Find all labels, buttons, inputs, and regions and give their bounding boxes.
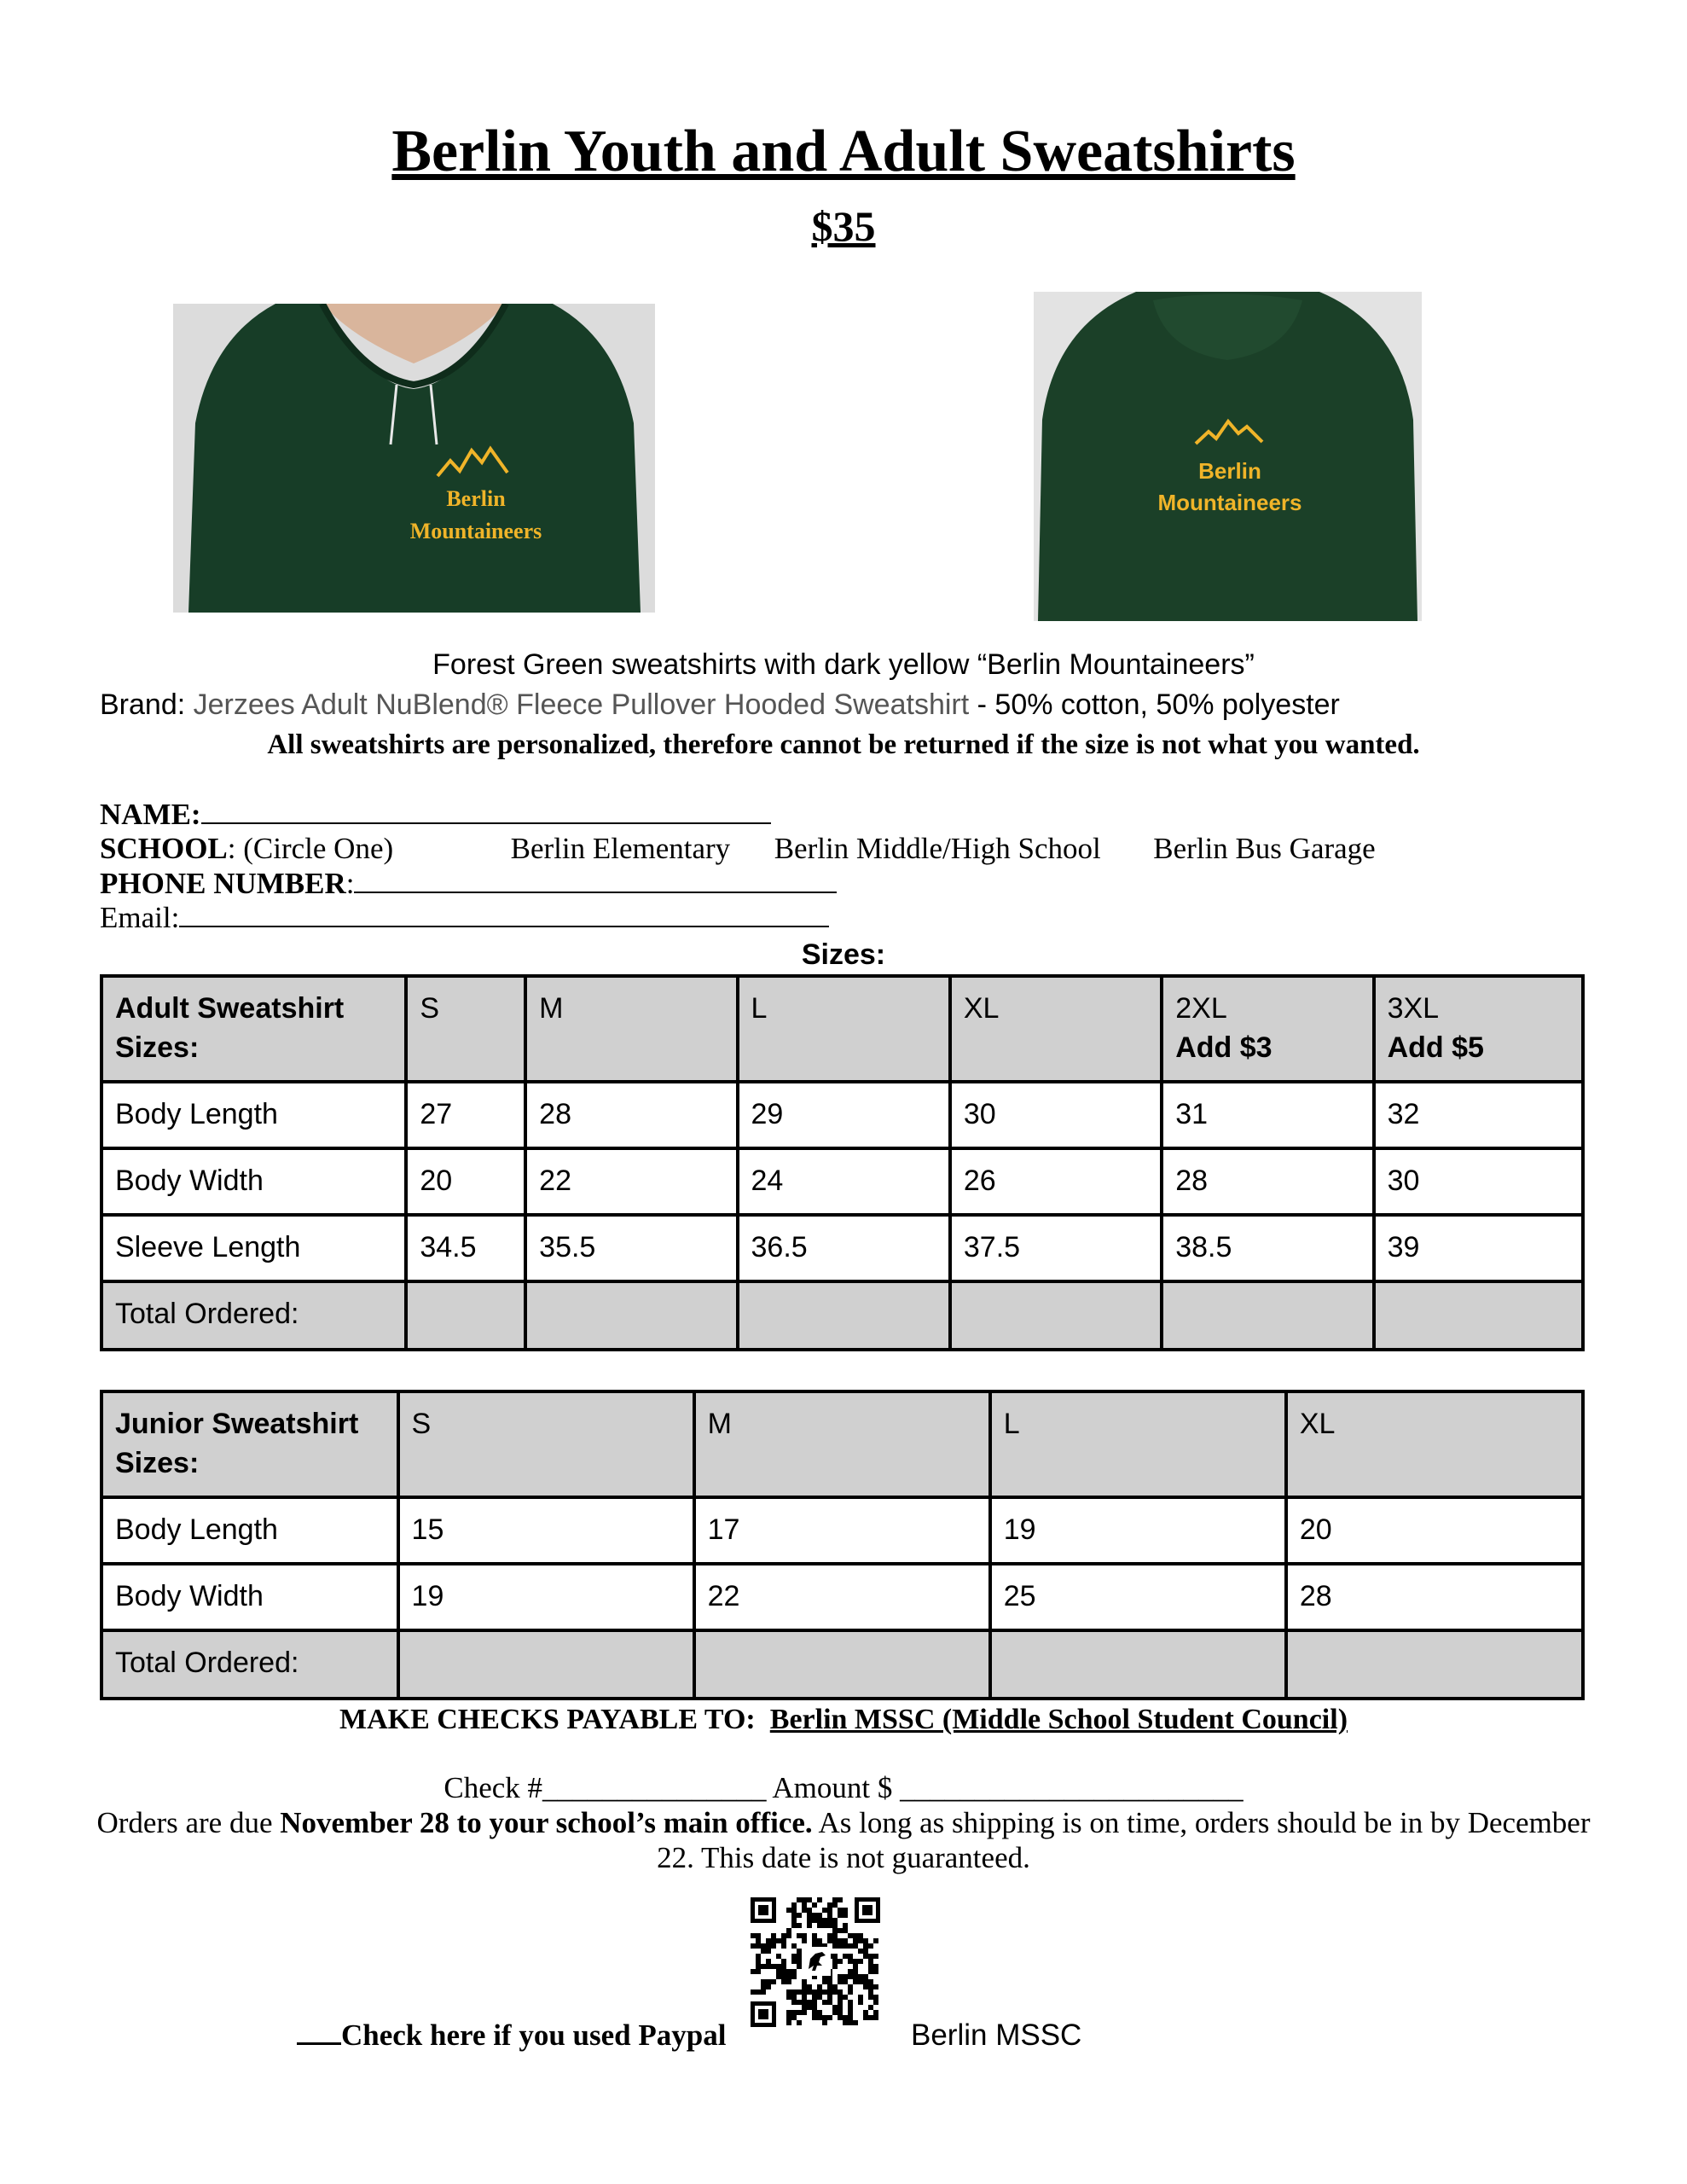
table-cell: 35.5 [525, 1215, 737, 1281]
school-label: SCHOOL [100, 832, 228, 865]
email-field-row [100, 900, 829, 935]
adult-size-table [100, 974, 1585, 1351]
phone-field[interactable] [354, 866, 837, 893]
paypal-checkbox-row[interactable] [297, 2018, 726, 2053]
size-surcharge: Add $3 [1175, 1031, 1272, 1064]
paypal-label: Check here if you used Paypal [341, 2018, 727, 2052]
row-label: Sleeve Length [101, 1215, 406, 1281]
size-header-m [525, 976, 737, 1082]
total-ordered-input-m[interactable] [694, 1630, 990, 1699]
size-header-xl [950, 976, 1162, 1082]
order-deadline-text [78, 1805, 1609, 1876]
sweatshirt-front-photo [173, 304, 655, 613]
row-label: Body Length [101, 1082, 406, 1148]
row-label: Body Width [101, 1148, 406, 1215]
total-ordered-row [101, 1630, 1583, 1699]
table-cell: 19 [398, 1564, 694, 1630]
paypal-account-name: Berlin MSSC [911, 2018, 1082, 2052]
table-row [101, 1215, 1583, 1281]
check-number-field[interactable]: _______________ [542, 1771, 767, 1804]
paypal-qr-code[interactable] [747, 1894, 884, 2030]
amount-label: Amount $ [772, 1771, 893, 1804]
size-label: S [420, 992, 440, 1025]
total-ordered-input-xl[interactable] [950, 1281, 1162, 1350]
price: $35 [811, 202, 876, 250]
total-ordered-input-s[interactable] [398, 1630, 694, 1699]
total-ordered-input-s[interactable] [406, 1281, 525, 1350]
size-header-l [738, 976, 950, 1082]
table-row [101, 1564, 1583, 1630]
size-header-s [406, 976, 525, 1082]
size-label: 2XL [1175, 992, 1227, 1025]
size-header-s: S [398, 1391, 694, 1497]
row-label: Body Length [101, 1497, 398, 1564]
table-cell: 30 [950, 1082, 1162, 1148]
return-policy-notice: All sweatshirts are personalized, therefore cannot be returned if the size is not what you wanted. [267, 729, 1420, 760]
sweatshirt-back-photo [1034, 292, 1422, 621]
amount-field[interactable]: _______________________ [900, 1771, 1244, 1804]
email-field[interactable] [179, 900, 829, 927]
check-label: Check # [443, 1771, 543, 1804]
email-label: Email: [100, 901, 180, 934]
size-label: L [751, 992, 768, 1025]
table-cell: 38.5 [1162, 1215, 1373, 1281]
table-cell: 39 [1374, 1215, 1583, 1281]
phone-field-row [100, 866, 837, 901]
total-ordered-input-l[interactable] [738, 1281, 950, 1350]
size-header-m: M [694, 1391, 990, 1497]
size-header-3xl [1374, 976, 1583, 1082]
check-amount-line [0, 1771, 1687, 1805]
payable-label: MAKE CHECKS PAYABLE TO: [339, 1704, 756, 1735]
table-cell: 31 [1162, 1082, 1373, 1148]
table-row [101, 1148, 1583, 1215]
brand-details: - 50% cotton, 50% polyester [977, 688, 1340, 721]
table-cell: 36.5 [738, 1215, 950, 1281]
table-cell: 27 [406, 1082, 525, 1148]
total-ordered-label: Total Ordered: [101, 1281, 406, 1350]
table-row [101, 1497, 1583, 1564]
total-ordered-input-2xl[interactable] [1162, 1281, 1373, 1350]
row-label: Body Width [101, 1564, 398, 1630]
total-ordered-label: Total Ordered: [101, 1630, 398, 1699]
orders-suffix: As long as shipping is on time, orders should be in by December 22. This date is not guaranteed. [657, 1806, 1591, 1875]
size-surcharge: Add $5 [1387, 1031, 1484, 1064]
total-ordered-input-3xl[interactable] [1374, 1281, 1583, 1350]
table-cell: 15 [398, 1497, 694, 1564]
table-cell: 32 [1374, 1082, 1583, 1148]
size-label: XL [963, 992, 1000, 1025]
name-field[interactable] [201, 797, 771, 824]
size-header-xl: XL [1286, 1391, 1583, 1497]
total-ordered-row [101, 1281, 1583, 1350]
adult-header-line2: Sizes: [115, 1031, 200, 1064]
table-header-row [101, 976, 1583, 1082]
junior-header-line1: Junior Sweatshirt [115, 1408, 359, 1440]
size-header-l: L [990, 1391, 1286, 1497]
table-cell: 22 [694, 1564, 990, 1630]
payee-name: Berlin MSSC (Middle School Student Council) [769, 1704, 1348, 1735]
payable-line [0, 1704, 1687, 1736]
front-logo-line1: Berlin [446, 486, 506, 511]
page-title: Berlin Youth and Adult Sweatshirts [391, 119, 1296, 184]
school-option-middle-high[interactable]: Berlin Middle/High School [774, 832, 1101, 865]
table-cell: 34.5 [406, 1215, 525, 1281]
back-logo-line2: Mountaineers [1157, 490, 1302, 515]
table-cell: 26 [950, 1148, 1162, 1215]
name-label: NAME: [100, 798, 201, 831]
table-cell: 25 [990, 1564, 1286, 1630]
orders-deadline: November 28 to your school’s main office. [280, 1806, 813, 1839]
table-row [101, 1082, 1583, 1148]
table-cell: 28 [1162, 1148, 1373, 1215]
school-hint: : (Circle One) [227, 832, 394, 865]
school-option-bus-garage[interactable]: Berlin Bus Garage [1153, 832, 1376, 865]
total-ordered-input-m[interactable] [525, 1281, 737, 1350]
junior-header-line2: Sizes: [115, 1446, 200, 1479]
table-cell: 22 [525, 1148, 737, 1215]
table-cell: 37.5 [950, 1215, 1162, 1281]
phone-label: PHONE NUMBER [100, 867, 346, 900]
table-cell: 28 [1286, 1564, 1583, 1630]
school-option-elementary[interactable]: Berlin Elementary [510, 832, 731, 865]
school-field-row [100, 832, 1376, 866]
sizes-heading: Sizes: [801, 938, 886, 971]
size-label: 3XL [1387, 992, 1440, 1025]
paypal-check-blank[interactable] [297, 2018, 341, 2045]
table-cell: 30 [1374, 1148, 1583, 1215]
table-header-row [101, 1391, 1583, 1497]
phone-colon: : [345, 867, 355, 900]
name-field-row [100, 797, 771, 832]
total-ordered-input-xl[interactable] [1286, 1630, 1583, 1699]
table-cell: 19 [990, 1497, 1286, 1564]
junior-size-table [100, 1390, 1585, 1700]
product-description: Forest Green sweatshirts with dark yellow “Berlin Mountaineers” [432, 648, 1255, 681]
table-cell: 20 [406, 1148, 525, 1215]
table-cell: 28 [525, 1082, 737, 1148]
table-cell: 29 [738, 1082, 950, 1148]
back-logo-line1: Berlin [1198, 458, 1261, 484]
brand-label: Brand: [100, 688, 186, 721]
table-cell: 20 [1286, 1497, 1583, 1564]
orders-prefix: Orders are due [96, 1806, 281, 1839]
brand-line [100, 688, 1340, 722]
total-ordered-input-l[interactable] [990, 1630, 1286, 1699]
brand-name: Jerzees Adult NuBlend® Fleece Pullover Hooded Sweatshirt [193, 688, 970, 721]
table-cell: 17 [694, 1497, 990, 1564]
table-cell: 24 [738, 1148, 950, 1215]
adult-header-line1: Adult Sweatshirt [115, 992, 345, 1025]
junior-header-cell [101, 1391, 398, 1497]
front-logo-line2: Mountaineers [409, 519, 542, 543]
adult-header-cell [101, 976, 406, 1082]
size-label: M [539, 992, 564, 1025]
size-header-2xl [1162, 976, 1373, 1082]
